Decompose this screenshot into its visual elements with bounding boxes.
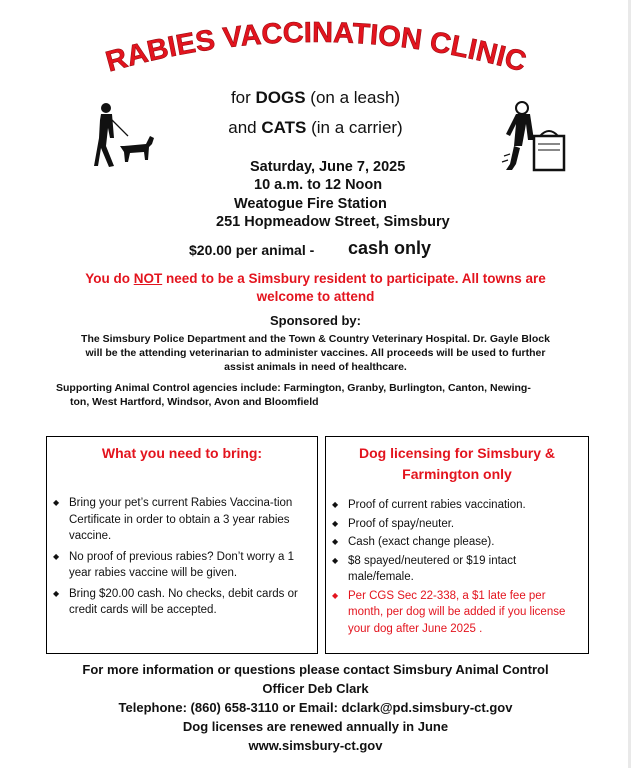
price-text: $20.00 per animal - — [189, 242, 315, 258]
sponsored-heading: Sponsored by: — [269, 313, 361, 328]
page-title: RABIES VACCINATION CLINIC — [102, 16, 530, 79]
list-item: ◆ $8 spayed/neutered or $19 intact male/female. — [326, 553, 580, 586]
event-time: 10 a.m. to 12 Noon — [254, 177, 383, 193]
list-item: ◆ No proof of previous rabies? Don’t worry a 1 year rabies vaccine will be given. — [47, 549, 307, 582]
list-item: ◆ Cash (exact change please). — [326, 534, 580, 551]
list-item: ◆ Proof of spay/neuter. — [326, 516, 580, 533]
sponsored-text: The Simsbury Police Department and the Town & Country Veterinary Hospital. Dr. Gayle Block will be the attending veterinarian to administer vaccines. All proceeds will be used to further assist animals in need of healthcare. — [81, 333, 550, 373]
residency-notice: You do NOT need to be a Simsbury resident to participate. All towns are welcome to attend — [85, 271, 546, 304]
license-box — [325, 436, 589, 654]
bring-box — [46, 436, 318, 654]
license-heading: Dog licensing for Simsbury & Farmington only — [358, 445, 556, 482]
bring-list — [47, 495, 317, 619]
cash-only-note: cash only — [348, 238, 432, 258]
list-item: ◆ Proof of current rabies vaccination. — [326, 497, 580, 514]
event-place: Weatogue Fire Station — [234, 196, 387, 212]
bring-heading: What you need to bring: — [101, 445, 263, 461]
list-item: ◆ Bring $20.00 cash. No checks, debit cards or credit cards will be accepted. — [47, 586, 307, 619]
subtitle-dogs: for DOGS (on a leash) — [230, 88, 401, 107]
person-with-cat-carrier-icon — [500, 100, 572, 182]
event-address: 251 Hopmeadow Street, Simsbury — [216, 214, 450, 230]
license-list — [326, 497, 588, 637]
late-fee-item: ◆ Per CGS Sec 22-338, a $1 late fee per month, per dog will be added if you license your dog after June 2025 . — [326, 588, 580, 638]
supporting-agencies: Supporting Animal Control agencies include: Farmington, Granby, Burlington, Canton, Newing- ton, West Hartford, Windsor, Avon and Bloomfield — [56, 382, 531, 408]
event-date: Saturday, June 7, 2025 — [250, 159, 406, 175]
list-item: ◆ Bring your pet’s current Rabies Vaccina-tion Certificate in order to obtain a 3 year rabies vaccine. — [47, 495, 307, 545]
footer-contact: For more information or questions please contact Simsbury Animal Control Officer Deb Clark Telephone: (860) 658-3110 or Email: dclark@pd.simsbury-ct.gov Dog licenses are renewed annually in June www.simsbury-ct.gov — [82, 662, 549, 753]
subtitle-cats: and CATS (in a carrier) — [228, 118, 403, 137]
